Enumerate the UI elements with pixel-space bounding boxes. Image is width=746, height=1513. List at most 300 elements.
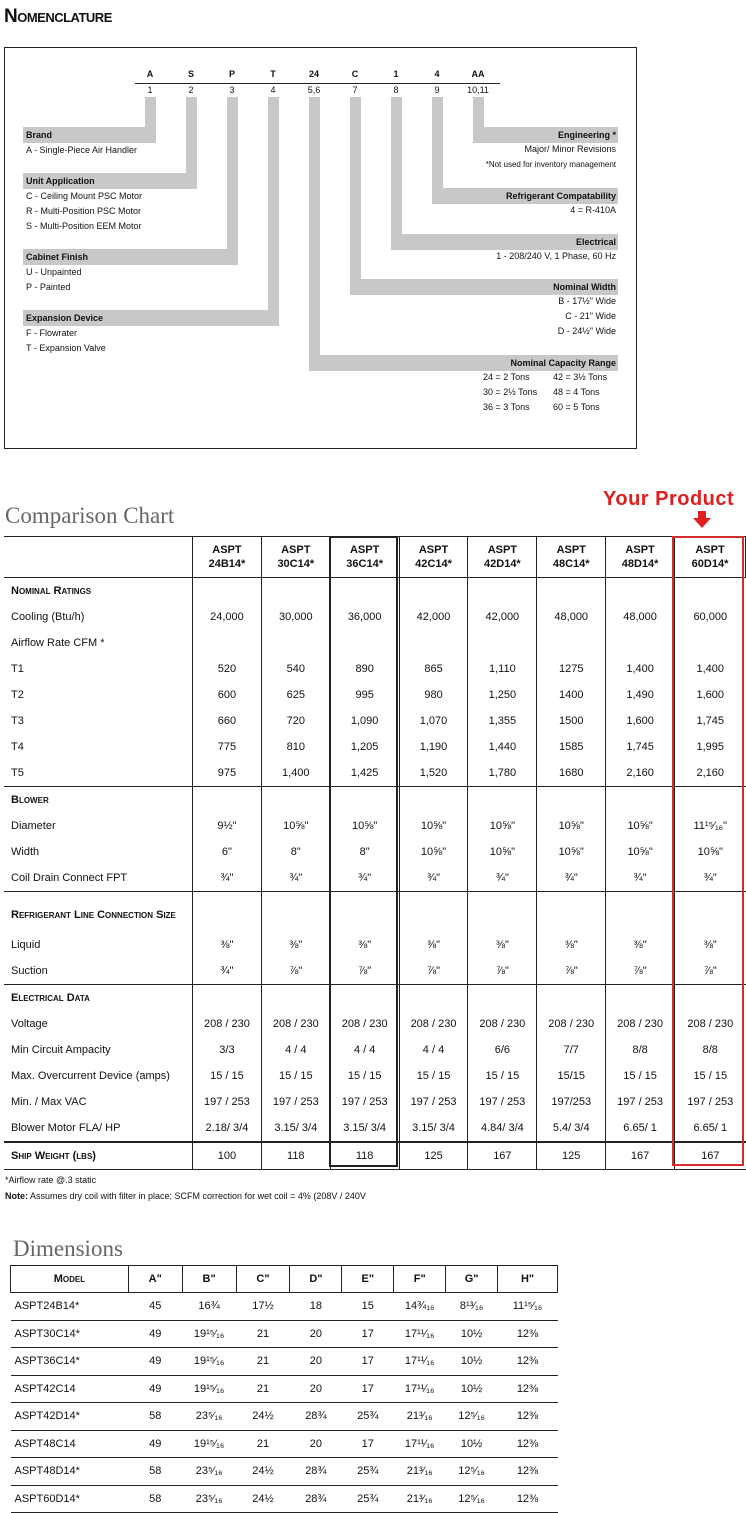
capacity-item: 42 = 3½ Tons	[553, 372, 608, 382]
code-number: 9	[434, 85, 440, 95]
cell-value: 15 / 15	[193, 1063, 262, 1089]
row-label: Cooling (Btu/h)	[11, 611, 85, 623]
cell-value: 197 / 253	[606, 1089, 675, 1115]
dimension-value: 24½	[236, 1485, 290, 1513]
cell-value: 775	[193, 734, 262, 760]
ship-weight-row	[4, 1142, 746, 1170]
dimension-value: 10½	[446, 1320, 498, 1348]
column-header: E"	[342, 1266, 394, 1293]
cell-value: 6"	[193, 839, 262, 865]
code-number: 1	[147, 85, 153, 95]
group-label: Electrical	[575, 237, 616, 247]
model-header: ASPT 42C14*	[399, 537, 468, 578]
cell-value: ¾"	[537, 865, 606, 892]
cell-value: 4.84/ 3/4	[468, 1115, 537, 1142]
code-letter: S	[187, 69, 194, 79]
connector-bar	[391, 97, 402, 234]
dimension-value: 20	[290, 1320, 342, 1348]
dimension-value: 25¾	[342, 1403, 394, 1431]
cell-value: 3.15/ 3/4	[261, 1115, 330, 1142]
cell-value: 1,355	[468, 708, 537, 734]
dimension-value: 23⁵⁄₁₆	[182, 1458, 236, 1486]
cell-value: 7/7	[537, 1037, 606, 1063]
row-label: Airflow Rate CFM *	[11, 637, 105, 649]
cell-value: ¾"	[675, 865, 746, 892]
cell-value	[399, 630, 468, 656]
dimension-value: 24½	[236, 1403, 290, 1431]
cell-value: 197 / 253	[193, 1089, 262, 1115]
cell-value: 10⅝"	[606, 839, 675, 865]
cell-value: 30,000	[261, 604, 330, 630]
code-number: 10,11	[467, 85, 489, 95]
cell-value: 8/8	[606, 1037, 675, 1063]
table-row	[4, 656, 746, 682]
cell-value: 36,000	[330, 604, 399, 630]
row-label: Min. / Max VAC	[11, 1096, 87, 1108]
section-label: Electrical Data	[4, 985, 193, 1012]
group-item: C - 21" Wide	[565, 311, 616, 321]
dimension-value: 17¹¹⁄₁₆	[394, 1320, 446, 1348]
connector-bar	[227, 97, 238, 264]
dimension-value: 8¹³⁄₁₆	[446, 1293, 498, 1321]
cell-value: 15 / 15	[399, 1063, 468, 1089]
cell-value: 11¹⁵⁄₁₆"	[675, 813, 746, 839]
dimension-value: 17	[342, 1320, 394, 1348]
table-row	[4, 630, 746, 656]
dimension-value: 49	[128, 1430, 182, 1458]
cell-value: 1,400	[675, 656, 746, 682]
cell-value: 1,780	[468, 760, 537, 787]
cell-value: 10⅝"	[606, 813, 675, 839]
section-label: Blower	[4, 787, 193, 814]
group-label: Nominal Width	[553, 282, 616, 292]
connector-bar	[350, 97, 361, 295]
dimension-value: 17¹¹⁄₁₆	[394, 1348, 446, 1376]
cell-value: 975	[193, 760, 262, 787]
dimension-value: 58	[128, 1485, 182, 1513]
cell-value: 1,600	[675, 682, 746, 708]
dimension-value: 17	[342, 1375, 394, 1403]
code-number: 4	[270, 85, 276, 95]
cell-value: 5.4/ 3/4	[537, 1115, 606, 1142]
cell-value: 208 / 230	[399, 1011, 468, 1037]
code-number: 3	[229, 85, 235, 95]
cell-value: ⅜"	[330, 932, 399, 958]
row-label: T4	[11, 741, 24, 753]
cell-value: 1585	[537, 734, 606, 760]
dimension-value: 12⅜	[498, 1430, 558, 1458]
model-header: ASPT 24B14*	[193, 537, 262, 578]
cell-value: ⅞"	[537, 958, 606, 985]
code-divider	[135, 83, 500, 84]
comparison-table	[4, 536, 746, 1170]
cell-value: 15 / 15	[261, 1063, 330, 1089]
cell-value: 2,160	[606, 760, 675, 787]
dimension-value: 12⁵⁄₁₆	[446, 1403, 498, 1431]
dimension-value: 17	[342, 1430, 394, 1458]
table-row	[4, 1063, 746, 1089]
cell-value: ¾"	[261, 865, 330, 892]
row-label: Blower Motor FLA/ HP	[11, 1122, 121, 1134]
column-header: C"	[236, 1266, 290, 1293]
model-name: ASPT24B14*	[11, 1293, 129, 1321]
row-label: Coil Drain Connect FPT	[11, 872, 128, 884]
dimensions-row	[11, 1320, 558, 1348]
column-header: A"	[128, 1266, 182, 1293]
cell-value: 3.15/ 3/4	[399, 1115, 468, 1142]
dimension-value: 10½	[446, 1375, 498, 1403]
table-header-row	[4, 537, 746, 578]
dimension-value: 19¹⁵⁄₁₆	[182, 1348, 236, 1376]
section-label: Nominal Ratings	[4, 578, 193, 605]
group-item: 1 - 208/240 V, 1 Phase, 60 Hz	[496, 251, 616, 261]
ship-weight-value: 125	[399, 1142, 468, 1170]
table-row	[4, 1089, 746, 1115]
cell-value: 10⅝"	[261, 813, 330, 839]
dimensions-row	[11, 1348, 558, 1376]
dimension-value: 17¹¹⁄₁₆	[394, 1375, 446, 1403]
row-label: Min Circuit Ampacity	[11, 1044, 111, 1056]
dimension-value: 25¾	[342, 1485, 394, 1513]
dimensions-row	[11, 1403, 558, 1431]
dimension-value: 28¾	[290, 1403, 342, 1431]
dimension-value: 12⁵⁄₁₆	[446, 1458, 498, 1486]
dimension-value: 21³⁄₁₆	[394, 1458, 446, 1486]
dimension-value: 15	[342, 1293, 394, 1321]
cell-value	[330, 630, 399, 656]
cell-value: 10⅝"	[468, 839, 537, 865]
dimension-value: 12⅜	[498, 1458, 558, 1486]
connector-bar	[268, 97, 279, 313]
cell-value: 4 / 4	[330, 1037, 399, 1063]
table-row	[4, 865, 746, 892]
cell-value: ¾"	[193, 958, 262, 985]
dimension-value: 58	[128, 1458, 182, 1486]
cell-value: ¾"	[606, 865, 675, 892]
dimension-value: 20	[290, 1375, 342, 1403]
cell-value: 1,110	[468, 656, 537, 682]
cell-value: 1,600	[606, 708, 675, 734]
dimension-value: 21	[236, 1320, 290, 1348]
dimension-value: 58	[128, 1403, 182, 1431]
model-header: ASPT 30C14*	[261, 537, 330, 578]
group-label: Brand	[26, 130, 53, 140]
cell-value	[468, 630, 537, 656]
cell-value: 10⅝"	[399, 813, 468, 839]
column-header: F"	[394, 1266, 446, 1293]
cell-value: 197 / 253	[468, 1089, 537, 1115]
cell-value: ⅞"	[468, 958, 537, 985]
dimension-value: 17¹¹⁄₁₆	[394, 1430, 446, 1458]
dimension-value: 17½	[236, 1293, 290, 1321]
cell-value: 1,520	[399, 760, 468, 787]
table-row	[4, 604, 746, 630]
arrow-down-icon	[692, 511, 712, 534]
cell-value: 208 / 230	[193, 1011, 262, 1037]
group-item: P - Painted	[26, 282, 71, 292]
cell-value: 6/6	[468, 1037, 537, 1063]
dimension-value: 19¹⁵⁄₁₆	[182, 1320, 236, 1348]
cell-value: 42,000	[468, 604, 537, 630]
note-airflow: *Airflow rate @.3 static	[5, 1175, 97, 1185]
ship-weight-value: 167	[468, 1142, 537, 1170]
cell-value	[537, 630, 606, 656]
cell-value: 1,190	[399, 734, 468, 760]
cell-value: 1,250	[468, 682, 537, 708]
cell-value: 9½"	[193, 813, 262, 839]
dimension-value: 14¾₁₆	[394, 1293, 446, 1321]
cell-value: 1,745	[675, 708, 746, 734]
model-name: ASPT42C14	[11, 1375, 129, 1403]
cell-value: 42,000	[399, 604, 468, 630]
cell-value: ⅞"	[675, 958, 746, 985]
cell-value: ¾"	[399, 865, 468, 892]
code-number: 2	[188, 85, 194, 95]
cell-value: 2,160	[675, 760, 746, 787]
row-label: Max. Overcurrent Device (amps)	[11, 1070, 170, 1082]
cell-value: ¾"	[330, 865, 399, 892]
cell-value: ⅜"	[537, 932, 606, 958]
cell-value: ⅜"	[468, 932, 537, 958]
cell-value: 15 / 15	[606, 1063, 675, 1089]
cell-value: 2.18/ 3/4	[193, 1115, 262, 1142]
cell-value: ⅜"	[675, 932, 746, 958]
cell-value: 810	[261, 734, 330, 760]
cell-value: 24,000	[193, 604, 262, 630]
cell-value: ⅜"	[606, 932, 675, 958]
code-letter: 1	[393, 69, 399, 79]
dimension-value: 16¾	[182, 1293, 236, 1321]
cell-value: 540	[261, 656, 330, 682]
table-row	[4, 734, 746, 760]
cell-value: ⅞"	[606, 958, 675, 985]
table-row	[4, 839, 746, 865]
section-row	[4, 578, 746, 605]
ship-weight-value: 125	[537, 1142, 606, 1170]
model-name: ASPT48C14	[11, 1430, 129, 1458]
cell-value: 1680	[537, 760, 606, 787]
cell-value: 1,490	[606, 682, 675, 708]
cell-value: 208 / 230	[606, 1011, 675, 1037]
dimension-value: 21	[236, 1375, 290, 1403]
code-letter: T	[270, 69, 276, 79]
group-item: 4 = R-410A	[570, 205, 616, 215]
cell-value: 1275	[537, 656, 606, 682]
section-label: Refrigerant Line Connection Size	[4, 892, 193, 933]
cell-value: 197 / 253	[261, 1089, 330, 1115]
dimension-value: 28¾	[290, 1458, 342, 1486]
dimension-value: 49	[128, 1320, 182, 1348]
column-header: Model	[11, 1266, 129, 1293]
cell-value: 10⅝"	[399, 839, 468, 865]
cell-value: 1,205	[330, 734, 399, 760]
cell-value: 15 / 15	[468, 1063, 537, 1089]
group-item: D - 24½" Wide	[557, 326, 616, 336]
dimension-value: 12⅜	[498, 1320, 558, 1348]
cell-value: 208 / 230	[468, 1011, 537, 1037]
dimension-value: 45	[128, 1293, 182, 1321]
cell-value: ⅜"	[261, 932, 330, 958]
ship-weight-value: 167	[675, 1142, 746, 1170]
code-letter: A	[146, 69, 154, 79]
section-row	[4, 892, 746, 933]
cell-value: ¾"	[468, 865, 537, 892]
cell-value: 980	[399, 682, 468, 708]
cell-value: 625	[261, 682, 330, 708]
capacity-item: 24 = 2 Tons	[483, 372, 530, 382]
cell-value: ¾"	[193, 865, 262, 892]
cell-value: 10⅝"	[537, 839, 606, 865]
cell-value: 15/15	[537, 1063, 606, 1089]
row-label: T2	[11, 689, 24, 701]
dimensions-title: Dimensions	[13, 1236, 123, 1261]
connector-bar	[473, 97, 484, 127]
dimension-value: 21³⁄₁₆	[394, 1403, 446, 1431]
dimension-value: 19¹⁵⁄₁₆	[182, 1430, 236, 1458]
dimension-value: 49	[128, 1375, 182, 1403]
table-row	[4, 813, 746, 839]
cell-value: 60,000	[675, 604, 746, 630]
row-label: T5	[11, 767, 24, 779]
table-row	[4, 760, 746, 787]
cell-value: 1,090	[330, 708, 399, 734]
dimension-value: 11¹⁵⁄₁₆	[498, 1293, 558, 1321]
dimension-value: 49	[128, 1348, 182, 1376]
group-item: C - Ceiling Mount PSC Motor	[26, 191, 143, 201]
cell-value: 8"	[261, 839, 330, 865]
row-label: Width	[11, 846, 40, 858]
row-label: T1	[11, 663, 24, 675]
ship-weight-value: 100	[193, 1142, 262, 1170]
cell-value: 1,995	[675, 734, 746, 760]
model-name: ASPT60D14*	[11, 1485, 129, 1513]
capacity-item: 30 = 2½ Tons	[483, 387, 538, 397]
cell-value: ⅜"	[399, 932, 468, 958]
dimension-value: 18	[290, 1293, 342, 1321]
cell-value: 208 / 230	[537, 1011, 606, 1037]
row-label: Liquid	[11, 939, 41, 951]
cell-value: 10⅝"	[468, 813, 537, 839]
model-name: ASPT42D14*	[11, 1403, 129, 1431]
capacity-item: 48 = 4 Tons	[553, 387, 600, 397]
model-name: ASPT48D14*	[11, 1458, 129, 1486]
dimension-value: 19¹⁵⁄₁₆	[182, 1375, 236, 1403]
cell-value: 48,000	[606, 604, 675, 630]
cell-value: 8"	[330, 839, 399, 865]
cell-value: 865	[399, 656, 468, 682]
dimension-value: 20	[290, 1430, 342, 1458]
code-letter: 24	[308, 69, 319, 79]
cell-value: 8/8	[675, 1037, 746, 1063]
dimension-value: 21	[236, 1430, 290, 1458]
group-item: U - Unpainted	[26, 267, 82, 277]
row-label: Suction	[11, 965, 48, 977]
row-label: Voltage	[11, 1018, 48, 1030]
cell-value	[261, 630, 330, 656]
group-item: B - 17½" Wide	[558, 296, 616, 306]
cell-value: 1,440	[468, 734, 537, 760]
connector-bar	[309, 97, 320, 357]
dimension-value: 20	[290, 1348, 342, 1376]
section-row	[4, 787, 746, 814]
dimension-value: 17	[342, 1348, 394, 1376]
table-row	[4, 708, 746, 734]
cell-value: 197/253	[537, 1089, 606, 1115]
code-letter: C	[351, 69, 359, 79]
cell-value: 208 / 230	[261, 1011, 330, 1037]
cell-value: 197 / 253	[330, 1089, 399, 1115]
cell-value: 1,425	[330, 760, 399, 787]
cell-value: 1,070	[399, 708, 468, 734]
group-label: Nominal Capacity Range	[510, 358, 616, 368]
dimension-value: 23⁵⁄₁₆	[182, 1485, 236, 1513]
code-number: 5,6	[307, 85, 321, 95]
dimensions-row	[11, 1458, 558, 1486]
dimension-value: 12⁵⁄₁₆	[446, 1485, 498, 1513]
group-label: Expansion Device	[26, 313, 104, 323]
ship-weight-value: 118	[261, 1142, 330, 1170]
cell-value: 520	[193, 656, 262, 682]
cell-value: 890	[330, 656, 399, 682]
dimensions-row	[11, 1293, 558, 1321]
ship-weight-label: Ship Weight (lbs)	[4, 1142, 193, 1170]
dimension-value: 25¾	[342, 1458, 394, 1486]
dimension-value: 21³⁄₁₆	[394, 1485, 446, 1513]
note-assumption: Note: Assumes dry coil with filter in place; SCFM correction for wet coil = 4% (208V / 240V	[5, 1191, 366, 1201]
code-letter: AA	[471, 69, 485, 79]
cell-value: 1500	[537, 708, 606, 734]
cell-value: ⅞"	[399, 958, 468, 985]
cell-value: 208 / 230	[330, 1011, 399, 1037]
code-letter: 4	[434, 69, 440, 79]
capacity-item: 60 = 5 Tons	[553, 402, 600, 412]
code-letter: P	[228, 69, 235, 79]
model-name: ASPT36C14*	[11, 1348, 129, 1376]
section-row	[4, 985, 746, 1012]
cell-value: 600	[193, 682, 262, 708]
table-row	[4, 682, 746, 708]
cell-value: 4 / 4	[399, 1037, 468, 1063]
dimension-value: 21	[236, 1348, 290, 1376]
capacity-item: 36 = 3 Tons	[483, 402, 530, 412]
row-label: Diameter	[11, 820, 56, 832]
dimension-value: 23⁵⁄₁₆	[182, 1403, 236, 1431]
model-header: ASPT 42D14*	[468, 537, 537, 578]
comparison-title: Comparison Chart	[5, 503, 175, 528]
dimension-value: 10½	[446, 1348, 498, 1376]
cell-value: 4 / 4	[261, 1037, 330, 1063]
dimension-value: 28¾	[290, 1485, 342, 1513]
group-label: Engineering *	[557, 130, 616, 140]
cell-value: 1,400	[261, 760, 330, 787]
cell-value: 995	[330, 682, 399, 708]
cell-value: 1,400	[606, 656, 675, 682]
dimension-value: 12⅜	[498, 1375, 558, 1403]
model-header: ASPT 48C14*	[537, 537, 606, 578]
cell-value: ⅜"	[193, 932, 262, 958]
cell-value: 15 / 15	[675, 1063, 746, 1089]
ship-weight-value: 118	[330, 1142, 399, 1170]
column-header: D"	[290, 1266, 342, 1293]
cell-value	[193, 630, 262, 656]
dimensions-row	[11, 1485, 558, 1513]
ship-weight-value: 167	[606, 1142, 675, 1170]
group-label: Unit Application	[26, 176, 95, 186]
cell-value: 6.65/ 1	[675, 1115, 746, 1142]
nomenclature-title: Nomenclature	[4, 6, 112, 27]
table-row	[4, 1115, 746, 1142]
cell-value: 10⅝"	[675, 839, 746, 865]
